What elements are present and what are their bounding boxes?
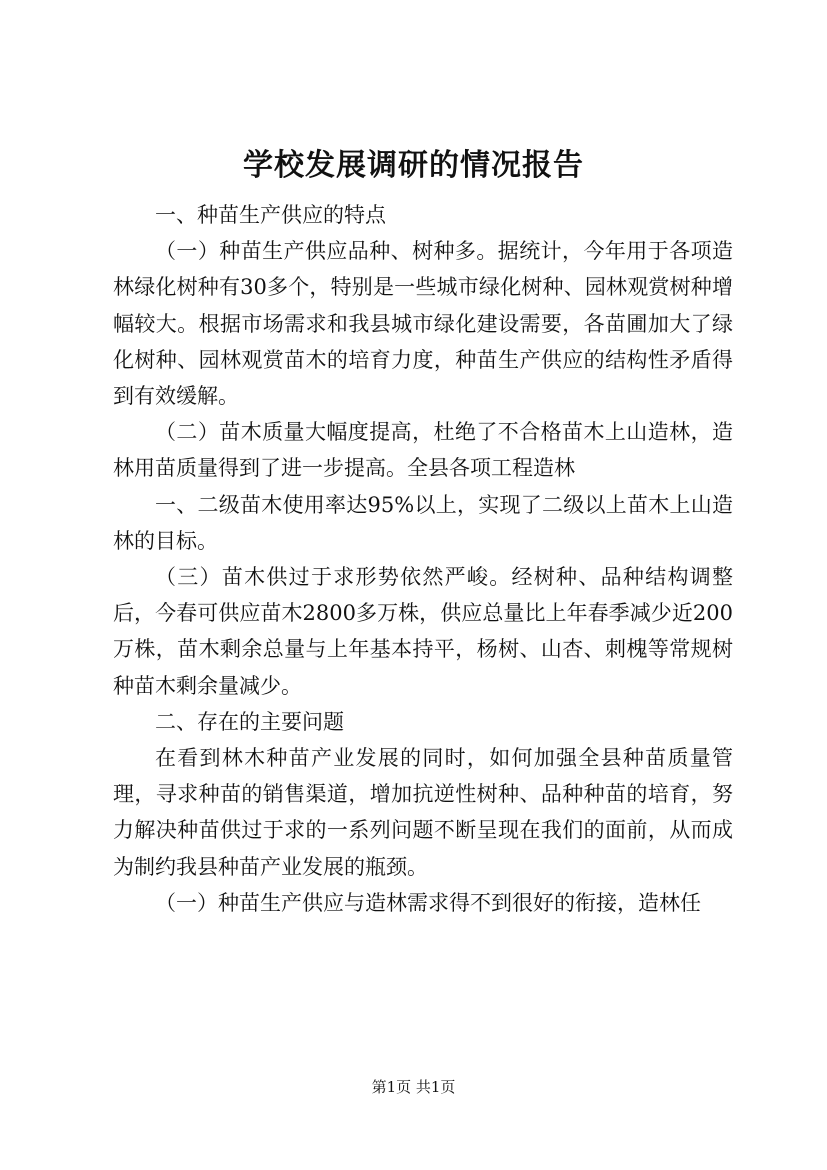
paragraph-oversupply: （三）苗木供过于求形势依然严峻。经树种、品种结构调整后，今春可供应苗木2800多万株，供应总量比上年春季减少近200万株，苗木剩余总量与上年基本持平，杨树、山杏、刺槐等常规树种苗木剩余量减少。	[113, 565, 733, 698]
paragraph-supply-demand: （一）种苗生产供应与造林需求得不到很好的衔接，造林任	[155, 890, 701, 915]
document-body	[113, 197, 733, 921]
paragraph-problems-intro: 在看到林木种苗产业发展的同时，如何加强全县种苗质量管理，寻求种苗的销售渠道，增加抗逆性树种、品种种苗的培育，努力解决种苗供过于求的一系列问题不断呈现在我们的面前，从而成为制约我县种苗产业发展的瓶颈。	[113, 746, 733, 879]
document-title: 学校发展调研的情况报告	[243, 148, 584, 183]
paragraph-usage-rate: 一、二级苗木使用率达95%以上，实现了二级以上苗木上山造林的目标。	[113, 492, 733, 553]
section-heading-characteristics: 一、种苗生产供应的特点	[155, 203, 386, 227]
page-footer: 第1页 共1页	[371, 1078, 456, 1096]
paragraph-quality: （二）苗木质量大幅度提高，杜绝了不合格苗木上山造林，造林用苗质量得到了进一步提高。全县各项工程造林	[113, 420, 733, 481]
paragraph-variety: （一）种苗生产供应品种、树种多。据统计，今年用于各项造林绿化树种有30多个，特别是一些城市绿化树种、园林观赏树种增幅较大。根据市场需求和我县城市绿化建设需要，各苗圃加大了绿化树种、园林观赏苗木的培育力度，种苗生产供应的结构性矛盾得到有效缓解。	[113, 239, 733, 409]
section-heading-problems: 二、存在的主要问题	[155, 709, 344, 734]
